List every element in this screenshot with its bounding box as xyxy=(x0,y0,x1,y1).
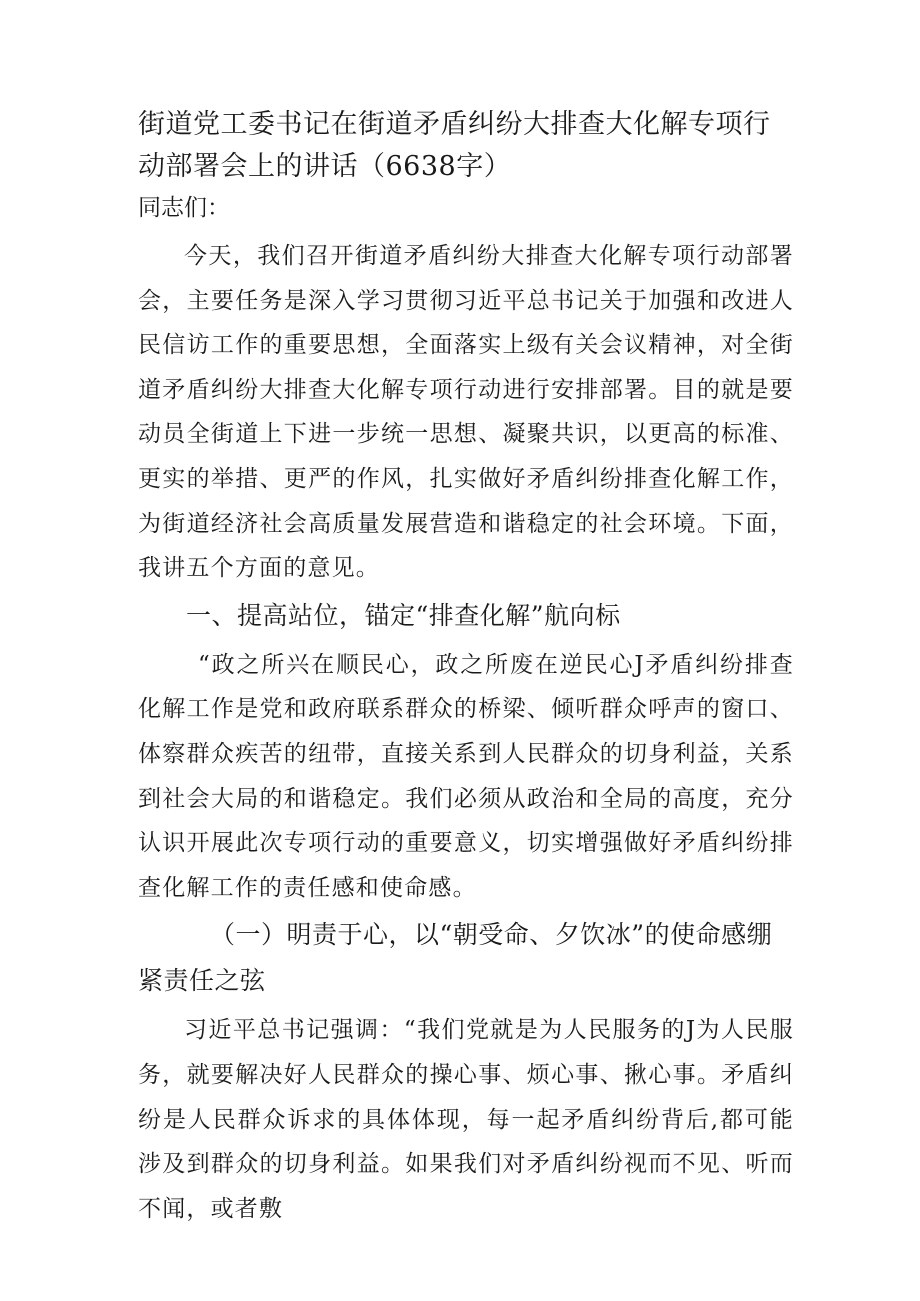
document-title: 街道党工委书记在街道矛盾纠纷大排查大化解专项行动部署会上的讲话（6638字） xyxy=(138,109,771,182)
intro-paragraph: 今天，我们召开街道矛盾纠纷大排查大化解专项行动部署会，主要任务是深入学习贯彻习近平总书记关于加强和改进人民信访工作的重要思想，全面落实上级有关会议精神，对全街道矛盾纠纷大排查大化解专项行动进行安排部署。目的就是要动员全街道上下进一步统一思想、凝聚共识，以更高的标准、更实的举措、更严的作风，扎实做好矛盾纠纷排查化解工作，为街道经济社会高质量发展营造和谐稳定的社会环境。下面，我讲五个方面的意见。 xyxy=(138,243,794,582)
section-1-paragraph: “政之所兴在顺民心，政之所废在逆民心J矛盾纠纷排查化解工作是党和政府联系群众的桥梁、倾听群众呼声的窗口、体察群众疾苦的纽带，直接关系到人民群众的切身利益，关系到社会大局的和谐稳定。我们必须从政治和全局的高度，充分认识开展此次专项行动的重要意义，切实增强做好矛盾纠纷排查化解工作的责任感和使命感。 xyxy=(138,651,794,901)
document-page xyxy=(138,104,794,1231)
section-1-heading: 一、提高站位，锚定“排查化解”航向标 xyxy=(186,600,621,630)
subsection-1-heading: （一）明责于心，以“朝受命、夕饮冰”的使命感绷紧责任之弦 xyxy=(138,920,773,996)
subsection-1-paragraph: 习近平总书记强调：“我们党就是为人民服务的J为人民服务，就要解决好人民群众的操心事、烦心事、揪心事。矛盾纠纷是人民群众诉求的具体体现，每一起矛盾纠纷背后,都可能涉及到群众的切身利益。如果我们对矛盾纠纷视而不见、听而不闻，或者敷 xyxy=(138,1017,794,1222)
salutation: 同志们： xyxy=(138,195,230,221)
